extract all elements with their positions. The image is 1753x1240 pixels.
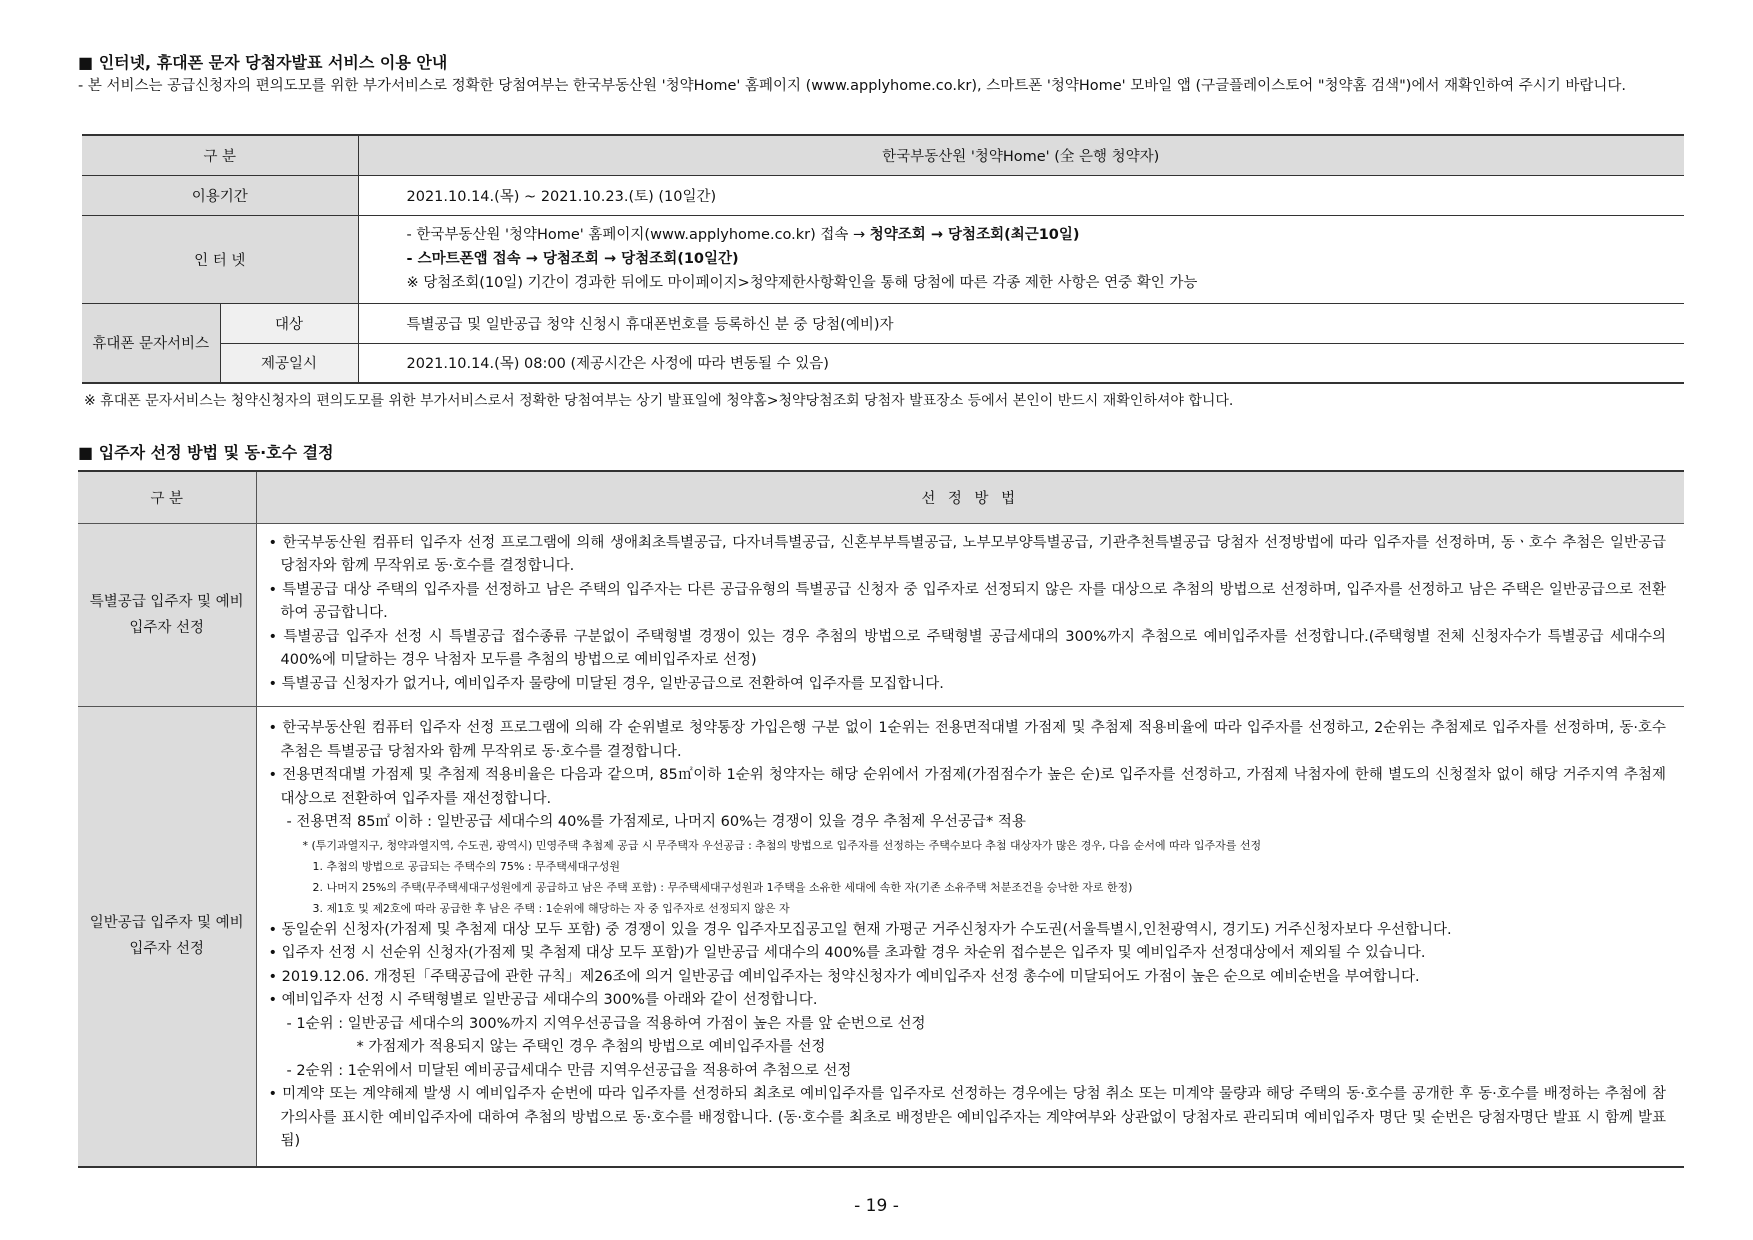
internet-line1: - 한국부동산원 '청약Home' 홈페이지(www.applyhome.co.kr) 접속 → 청약조회 → 당첨조회(최근10일) <box>406 227 1080 243</box>
sms-date-value: 2021.10.14.(목) 08:00 (제공시간은 사정에 따라 변동될 수 있음) <box>358 343 1684 383</box>
general-footnote: 3. 제1호 및 제2호에 따라 공급한 후 남은 주택 : 1순위에 해당하는 자 중 입주자로 선정되지 않은 자 <box>312 901 790 915</box>
announcement-service-table <box>82 134 1684 384</box>
general-subitem: - 1순위 : 일반공급 세대수의 300%까지 지역우선공급을 적용하여 가점이 높은 자를 앞 순번으로 선정 <box>286 1015 926 1032</box>
internet-line3: ※ 당첨조회(10일) 기간이 경과한 뒤에도 마이페이지>청약제한사항확인을 통해 당첨에 따른 각종 제한 사항은 연중 확인 가능 <box>406 275 1198 291</box>
general-subitem: - 전용면적 85㎡ 이하 : 일반공급 세대수의 40%를 가점제로, 나머지 60%는 경쟁이 있을 경우 추첨제 우선공급* 적용 <box>286 814 1026 830</box>
sms-target-value: 특별공급 및 일반공급 청약 신청시 휴대폰번호를 등록하신 분 중 당첨(예비)자 <box>358 303 1684 343</box>
section2-title: ■ 입주자 선정 방법 및 동·호수 결정 <box>78 443 334 462</box>
general-item: • 동일순위 신청자(가점제 및 추첨제 대상 모두 포함) 중 경쟁이 있을 경우 입주자모집공고일 현재 가평군 거주신청자가 수도권(서울특별시,인천광역시, 경기도) 거주신청자보다 우선합니다. <box>268 921 1452 938</box>
header-value: 한국부동산원 '청약Home' (全 은행 청약자) <box>358 135 1684 175</box>
internet-line2: - 스마트폰앱 접속 → 당첨조회 → 당첨조회(10일간) <box>406 251 739 267</box>
special-item: • 특별공급 입주자 선정 시 특별공급 접수종류 구분없이 주택형별 경쟁이 있는 경우 추첨의 방법으로 주택형별 공급세대의 300%까지 추첨으로 예비입주자를 선정합니다.(주택형별 전체 신청자수가 특별공급 세대수의 400%에 미달하는 경우 낙첨자 모두를 추첨의 방법으로 예비입주자로 선정) <box>268 628 1666 668</box>
general-footnote: * (투기과열지구, 청약과열지역, 수도권, 광역시) 민영주택 추첨제 공급 시 무주택자 우선공급 : 추첨의 방법으로 입주자를 선정하는 주택수보다 추첨 대상자가 많은 경우, 다음 순서에 따라 입주자를 선정 <box>302 838 1262 852</box>
head-label: 구 분 <box>78 471 256 523</box>
general-item: • 한국부동산원 컴퓨터 입주자 선정 프로그램에 의해 각 순위별로 청약통장 가입은행 구분 없이 1순위는 전용면적대별 가점제 및 추첨제 적용비율에 따라 입주자를 선정하고, 2순위는 추첨제로 입주자를 선정하며, 동·호수 추첨은 특별공급 당첨자와 함께 무작위로 동·호수를 결정합니다. <box>268 720 1666 760</box>
special-item: • 한국부동산원 컴퓨터 입주자 선정 프로그램에 의해 생애최초특별공급, 다자녀특별공급, 신혼부부특별공급, 노부모부양특별공급, 기관추천특별공급 당첨자 선정방법에 따라 입주자를 선정하며, 동ㆍ호수 추첨은 일반공급 당첨자와 함께 무작위로 동·호수를 결정합니다. <box>268 534 1666 574</box>
page-number: - 19 - <box>854 1196 899 1216</box>
general-label: 일반공급 입주자 및 예비입주자 선정 <box>78 707 256 1167</box>
special-label: 특별공급 입주자 및 예비입주자 선정 <box>78 523 256 707</box>
section1-title: ■ 인터넷, 휴대폰 문자 당첨자발표 서비스 이용 안내 <box>78 53 448 72</box>
general-item: • 2019.12.06. 개정된「주택공급에 관한 규칙」제26조에 의거 일반공급 예비입주자는 청약신청자가 예비입주자 선정 총수에 미달되어도 가점이 높은 순으로 예비순번을 부여합니다. <box>268 968 1420 985</box>
sms-note: ※ 휴대폰 문자서비스는 청약신청자의 편의도모를 위한 부가서비스로서 정확한 당첨여부는 상기 발표일에 청약홈>청약당첨조회 당첨자 발표장소 등에서 본인이 반드시 재확인하셔야 합니다. <box>84 393 1234 409</box>
general-item: • 미계약 또는 계약해제 발생 시 예비입주자 순번에 따라 입주자를 선정하되 최초로 예비입주자를 입주자로 선정하는 경우에는 당첨 취소 또는 미계약 물량과 해당 주택의 동·호수를 공개한 후 동·호수를 배정하는 추첨에 참가의사를 표시한 예비입주자에 대하여 추첨의 방법으로 동·호수를 배정합니다. (동·호수를 최초로 배정받은 예비입주자는 계약여부와 상관없이 당첨자로 관리되며 예비입주자 명단 및 순번은 당첨자명단 발표 시 함께 발표됨) <box>268 1086 1666 1149</box>
sms-target-label: 대상 <box>220 303 358 343</box>
general-body <box>256 707 1684 1167</box>
special-item: • 특별공급 신청자가 없거나, 예비입주자 물량에 미달된 경우, 일반공급으로 전환하여 입주자를 모집합니다. <box>268 675 944 692</box>
sms-label: 휴대폰 문자서비스 <box>82 303 220 383</box>
general-item: • 입주자 선정 시 선순위 신청자(가점제 및 추첨제 대상 모두 포함)가 일반공급 세대수의 400%를 초과할 경우 차순위 접수분은 입주자 및 예비입주자 선정대상에서 제외될 수 있습니다. <box>268 945 1426 961</box>
general-footnote: 2. 나머지 25%의 주택(무주택세대구성원에게 공급하고 남은 주택 포함) : 무주택세대구성원과 1주택을 소유한 세대에 속한 자(기존 소유주택 처분조건을 승낙한 자로 한정) <box>312 880 1133 894</box>
special-item: • 특별공급 대상 주택의 입주자를 선정하고 남은 주택의 입주자는 다른 공급유형의 특별공급 신청자 중 입주자로 선정되지 않은 자를 대상으로 추첨의 방법으로 선정하며, 입주자를 선정하고 남은 주택은 일반공급으로 전환하여 공급합니다. <box>268 581 1666 621</box>
head-value: 선 정 방 법 <box>256 471 1684 523</box>
internet-value <box>358 215 1684 303</box>
selection-method-table <box>78 470 1684 1168</box>
header-label: 구 분 <box>82 135 358 175</box>
internet-label: 인 터 넷 <box>82 215 358 303</box>
general-item: • 전용면적대별 가점제 및 추첨제 적용비율은 다음과 같으며, 85㎡이하 1순위 청약자는 해당 순위에서 가점제(가점점수가 높은 순)로 입주자를 선정하고, 가점제 낙첨자에 한해 별도의 신청절차 없이 해당 거주지역 추첨제 대상으로 전환하여 입주자를 재선정합니다. <box>268 767 1666 807</box>
period-value: 2021.10.14.(목) ~ 2021.10.23.(토) (10일간) <box>358 175 1684 215</box>
section1-intro: - 본 서비스는 공급신청자의 편의도모를 위한 부가서비스로 정확한 당첨여부는 한국부동산원 '청약Home' 홈페이지 (www.applyhome.co.kr), 스마트폰 '청약Home' 모바일 앱 (구글플레이스토어 "청약홈 검색")에서 재확인하여 주시기 바랍니다. <box>78 78 1626 94</box>
special-body <box>256 523 1684 707</box>
general-footnote: 1. 추첨의 방법으로 공급되는 주택수의 75% : 무주택세대구성원 <box>312 859 621 873</box>
general-subitem: - 2순위 : 1순위에서 미달된 예비공급세대수 만큼 지역우선공급을 적용하여 추첨으로 선정 <box>286 1062 852 1079</box>
period-label: 이용기간 <box>82 175 358 215</box>
sms-date-label: 제공일시 <box>220 343 358 383</box>
general-item: • 예비입주자 선정 시 주택형별로 일반공급 세대수의 300%를 아래와 같이 선정합니다. <box>268 992 818 1008</box>
general-subitem: * 가점제가 적용되지 않는 주택인 경우 추첨의 방법으로 예비입주자를 선정 <box>356 1039 826 1055</box>
